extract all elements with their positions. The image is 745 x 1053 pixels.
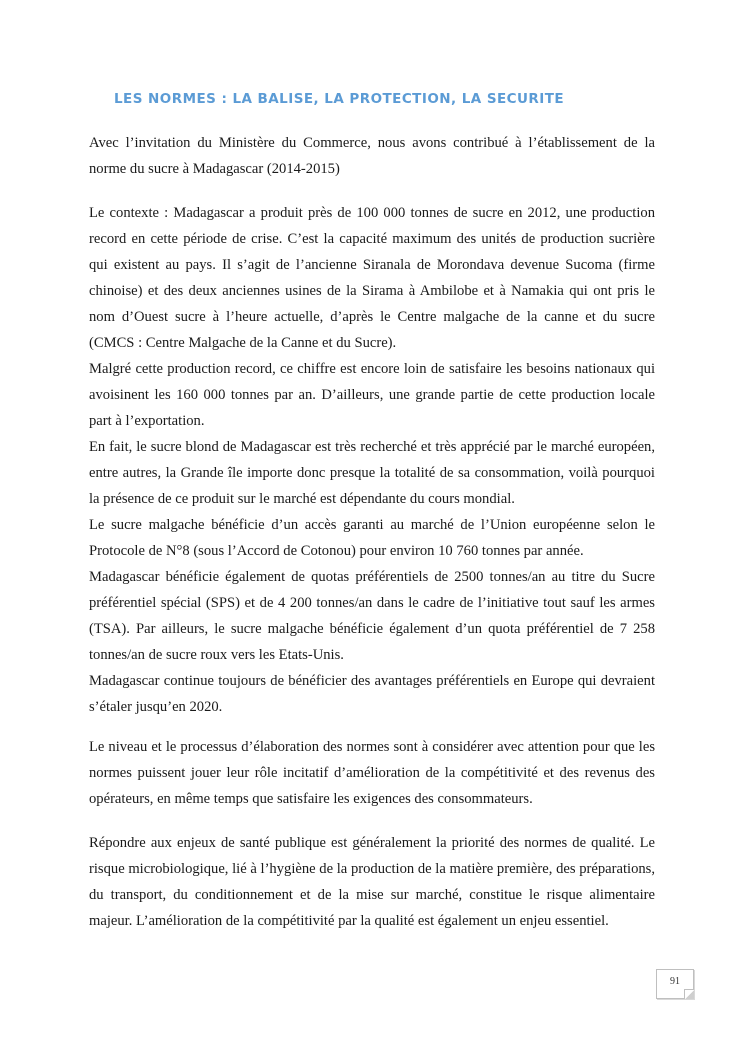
paragraph: Répondre aux enjeux de santé publique est généralement la priorité des normes de qualité. Le risque microbiologique, lié à l’hygiène de la production de la matière première, des préparations, du transport, du conditionnement et de la mise sur marché, constitue le risque alimentaire majeur. L’amélioration de la compétitivité par la qualité est également un enjeu essentiel. bbox=[89, 835, 655, 929]
paragraph: Le sucre malgache bénéficie d’un accès garanti au marché de l’Union européenne selon le Protocole de N°8 (sous l’Accord de Cotonou) pour environ 10 760 tonnes par année. bbox=[89, 517, 655, 559]
paragraph-norms bbox=[89, 734, 655, 812]
page-number: 91 bbox=[670, 976, 680, 987]
section-heading: LES NORMES : LA BALISE, LA PROTECTION, LA SECURITE bbox=[114, 91, 565, 107]
paragraph: Malgré cette production record, ce chiffre est encore loin de satisfaire les besoins nationaux qui avoisinent les 160 000 tonnes par an. D’ailleurs, une grande partie de cette production locale part à l’exportation. bbox=[89, 361, 655, 429]
paragraph: Madagascar bénéficie également de quotas préférentiels de 2500 tonnes/an au titre du Sucre préférentiel spécial (SPS) et de 4 200 tonnes/an dans le cadre de l’initiative tout sauf les armes (TSA). Par ailleurs, le sucre malgache bénéficie également d’un quota préférentiel de 7 258 tonnes/an de sucre roux vers les Etats-Unis. bbox=[89, 569, 655, 663]
paragraph-public-health bbox=[89, 830, 655, 934]
paragraph: Avec l’invitation du Ministère du Commerce, nous avons contribué à l’établissement de la norme du sucre à Madagascar (2014-2015) bbox=[89, 135, 655, 177]
paragraph: Le contexte : Madagascar a produit près de 100 000 tonnes de sucre en 2012, une production record en cette période de crise. C’est la capacité maximum des unités de production sucrière qui existent au pays. Il s’agit de l’ancienne Siranala de Morondava devenue Sucoma (firme chinoise) et des deux anciennes usines de la Sirama à Ambilobe et à Namakia qui ont pris le nom d’Ouest sucre à l’heure actuelle, d’après le Centre malgache de la canne et du sucre (CMCS : Centre Malgache de la Canne et du Sucre). bbox=[89, 205, 655, 351]
paragraph: Le niveau et le processus d’élaboration des normes sont à considérer avec attention pour que les normes puissent jouer leur rôle incitatif d’amélioration de la compétitivité et des revenus des opérateurs, en même temps que satisfaire les exigences des consommateurs. bbox=[89, 739, 655, 807]
paragraph-block-context bbox=[89, 200, 655, 720]
page-number-box bbox=[656, 969, 694, 999]
page-curl-icon bbox=[684, 989, 694, 999]
paragraph: Madagascar continue toujours de bénéficier des avantages préférentiels en Europe qui devraient s’étaler jusqu’en 2020. bbox=[89, 673, 655, 715]
paragraph-intro bbox=[89, 130, 655, 182]
paragraph: En fait, le sucre blond de Madagascar est très recherché et très apprécié par le marché européen, entre autres, la Grande île importe donc presque la totalité de sa consommation, voilà pourquoi la présence de ce produit sur le marché est dépendante du cours mondial. bbox=[89, 439, 655, 507]
